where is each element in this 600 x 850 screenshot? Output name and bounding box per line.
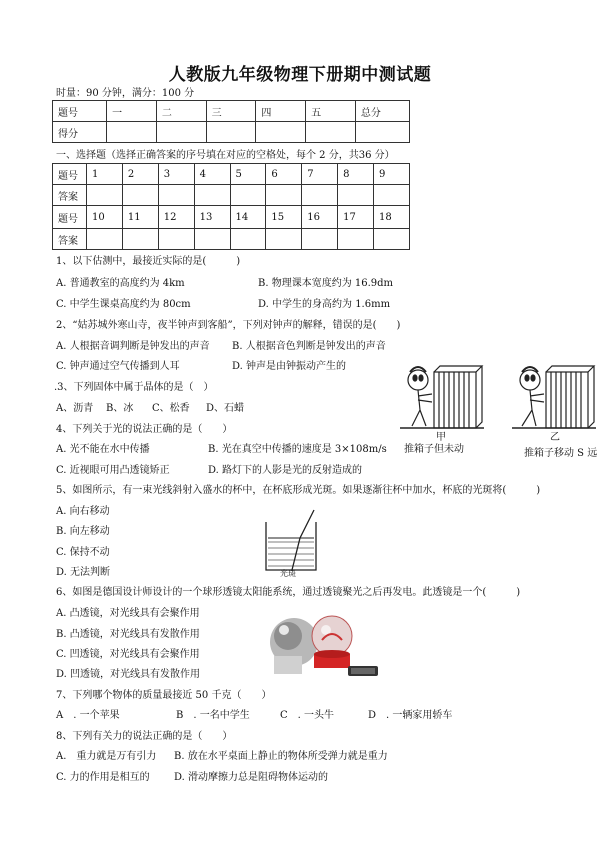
option-c[interactable]: C. 中学生课桌高度约为 80cm	[56, 299, 191, 310]
question-number-cell: 3	[158, 164, 194, 185]
option-c[interactable]: C. 钟声通过空气传播到人耳	[56, 361, 180, 372]
question-number-cell: 6	[266, 164, 302, 185]
question-number-cell: 11	[122, 206, 158, 229]
answer-cell[interactable]	[122, 229, 158, 250]
exam-meta: 时量：90 分钟，满分：100 分	[56, 88, 195, 99]
answer-row-label: 题号	[53, 164, 87, 185]
score-cell[interactable]	[256, 122, 306, 143]
figure-label-left: 甲	[436, 432, 446, 443]
question-number-cell: 10	[87, 206, 123, 229]
option-b[interactable]: B. 向左移动	[56, 526, 110, 537]
score-cell[interactable]	[107, 122, 157, 143]
sphere-lens-illustration	[262, 606, 382, 682]
option-d[interactable]: D. 中学生的身高约为 1.6mm	[258, 299, 391, 310]
answer-cell[interactable]	[230, 229, 266, 250]
figure-label-right: 乙	[550, 432, 560, 443]
figure-caption-right: 推箱子移动 S 远	[524, 448, 598, 459]
question-number-cell: 2	[122, 164, 158, 185]
option-a[interactable]: A. 光不能在水中传播	[56, 444, 150, 455]
option-a[interactable]: A. 凸透镜，对光线具有会聚作用	[56, 608, 200, 619]
answer-cell[interactable]	[158, 229, 194, 250]
option-d[interactable]: D. 无法判断	[56, 567, 111, 578]
question-number-cell: 4	[194, 164, 230, 185]
answer-cell[interactable]	[374, 185, 410, 206]
option-a[interactable]: A. 向右移动	[56, 506, 110, 517]
score-header-cell: 题号	[53, 101, 107, 122]
option-c[interactable]: C. 近视眼可用凸透镜矫正	[56, 465, 170, 476]
option-b[interactable]: B、冰	[106, 403, 134, 414]
question-number-cell: 15	[266, 206, 302, 229]
answer-cell[interactable]	[374, 229, 410, 250]
option-d[interactable]: D. 钟声是由钟振动产生的	[232, 361, 347, 372]
score-row-label: 得分	[53, 122, 107, 143]
question-number-cell: 17	[338, 206, 374, 229]
answer-cell[interactable]	[302, 229, 338, 250]
question-stem: .3、下列固体中属于晶体的是（ ）	[54, 382, 214, 393]
option-a[interactable]: A. 人根据音调判断是钟发出的声音	[56, 341, 210, 352]
answer-cell[interactable]	[158, 185, 194, 206]
question-number-cell: 16	[302, 206, 338, 229]
answer-cell[interactable]	[122, 185, 158, 206]
option-b[interactable]: B . 一名中学生	[176, 710, 250, 721]
question-number-cell: 7	[302, 164, 338, 185]
answer-cell[interactable]	[338, 185, 374, 206]
sphere-lens-photo	[262, 606, 382, 682]
question-stem: 2、“姑苏城外寒山寺，夜半钟声到客船”，下列对钟声的解释，错误的是( )	[56, 320, 401, 331]
option-c[interactable]: C. 凹透镜，对光线具有会聚作用	[56, 649, 200, 660]
question-stem: 6、如图是德国设计师设计的一个球形透镜太阳能系统，通过透镜聚光之后再发电。此透镜是一个( )	[56, 587, 521, 598]
answer-cell[interactable]	[266, 229, 302, 250]
score-header-cell: 一	[107, 101, 157, 122]
option-a[interactable]: A. 普通教室的高度约为 4km	[56, 278, 185, 289]
answer-cell[interactable]	[230, 185, 266, 206]
score-header-cell: 五	[306, 101, 356, 122]
answer-cell[interactable]	[194, 229, 230, 250]
question-number-cell: 5	[230, 164, 266, 185]
question-number-cell: 9	[374, 164, 410, 185]
option-c[interactable]: C. 力的作用是相互的	[56, 772, 150, 783]
cup-light-figure	[262, 508, 326, 580]
answer-cell[interactable]	[338, 229, 374, 250]
score-cell[interactable]	[355, 122, 409, 143]
question-stem: 5、如图所示，有一束光线斜射入盛水的杯中，在杯底形成光斑。如果逐渐往杯中加水，杯底的光斑将( )	[56, 485, 541, 496]
score-table	[52, 100, 410, 143]
answer-cell[interactable]	[266, 185, 302, 206]
score-cell[interactable]	[206, 122, 256, 143]
option-d[interactable]: D. 路灯下的人影是光的反射造成的	[208, 465, 363, 476]
score-header-cell: 四	[256, 101, 306, 122]
question-stem: 7、下列哪个物体的质量最接近 50 千克（ ）	[56, 690, 272, 701]
answer-cell[interactable]	[87, 185, 123, 206]
answer-table	[52, 163, 410, 250]
question-number-cell: 12	[158, 206, 194, 229]
option-b[interactable]: B. 光在真空中传播的速度是 3×108m/s	[208, 444, 387, 455]
answer-cell[interactable]	[302, 185, 338, 206]
option-a[interactable]: A、沥青	[56, 403, 94, 414]
answer-cell[interactable]	[87, 229, 123, 250]
option-d[interactable]: D. 滑动摩擦力总是阻碍物体运动的	[174, 772, 329, 783]
question-stem: 1、以下估测中，最接近实际的是( )	[56, 256, 241, 267]
question-number-cell: 8	[338, 164, 374, 185]
answer-row-label: 答案	[53, 185, 87, 206]
option-b[interactable]: B. 凸透镜，对光线具有发散作用	[56, 629, 200, 640]
question-number-cell: 13	[194, 206, 230, 229]
answer-row-label: 答案	[53, 229, 87, 250]
push-box-illustration	[396, 362, 600, 440]
option-c[interactable]: C. 保持不动	[56, 547, 110, 558]
question-stem: 8、下列有关力的说法正确的是（ ）	[56, 731, 233, 742]
page-title: 人教版九年级物理下册期中测试题	[168, 65, 432, 85]
option-a[interactable]: A. 重力就是万有引力	[56, 751, 157, 762]
section-heading: 一、选择题（选择正确答案的序号填在对应的空格处，每个 2 分，共36 分）	[56, 150, 395, 161]
option-b[interactable]: B. 人根据音色判断是钟发出的声音	[232, 341, 386, 352]
option-a[interactable]: A . 一个苹果	[56, 710, 120, 721]
push-box-figure	[396, 362, 600, 460]
cup-light-illustration	[262, 508, 326, 574]
figure-caption-left: 推箱子但未动	[404, 444, 464, 455]
answer-cell[interactable]	[194, 185, 230, 206]
score-header-cell: 三	[206, 101, 256, 122]
answer-row-label: 题号	[53, 206, 87, 229]
score-cell[interactable]	[306, 122, 356, 143]
question-number-cell: 14	[230, 206, 266, 229]
light-spot-label: 光斑	[280, 569, 296, 578]
question-number-cell: 1	[87, 164, 123, 185]
option-c[interactable]: C、松香	[152, 403, 190, 414]
option-b[interactable]: B. 放在水平桌面上静止的物体所受弹力就是重力	[174, 751, 388, 762]
score-cell[interactable]	[156, 122, 206, 143]
question-stem: 4、下列关于光的说法正确的是（ ）	[56, 424, 233, 435]
option-b[interactable]: B. 物理课本宽度约为 16.9dm	[258, 278, 394, 289]
option-d[interactable]: D、石蜡	[206, 403, 245, 414]
option-d[interactable]: D . 一辆家用轿车	[368, 710, 453, 721]
option-c[interactable]: C . 一头牛	[280, 710, 335, 721]
score-header-cell: 总分	[355, 101, 409, 122]
option-d[interactable]: D. 凹透镜，对光线具有发散作用	[56, 669, 201, 680]
question-number-cell: 18	[374, 206, 410, 229]
score-header-cell: 二	[156, 101, 206, 122]
